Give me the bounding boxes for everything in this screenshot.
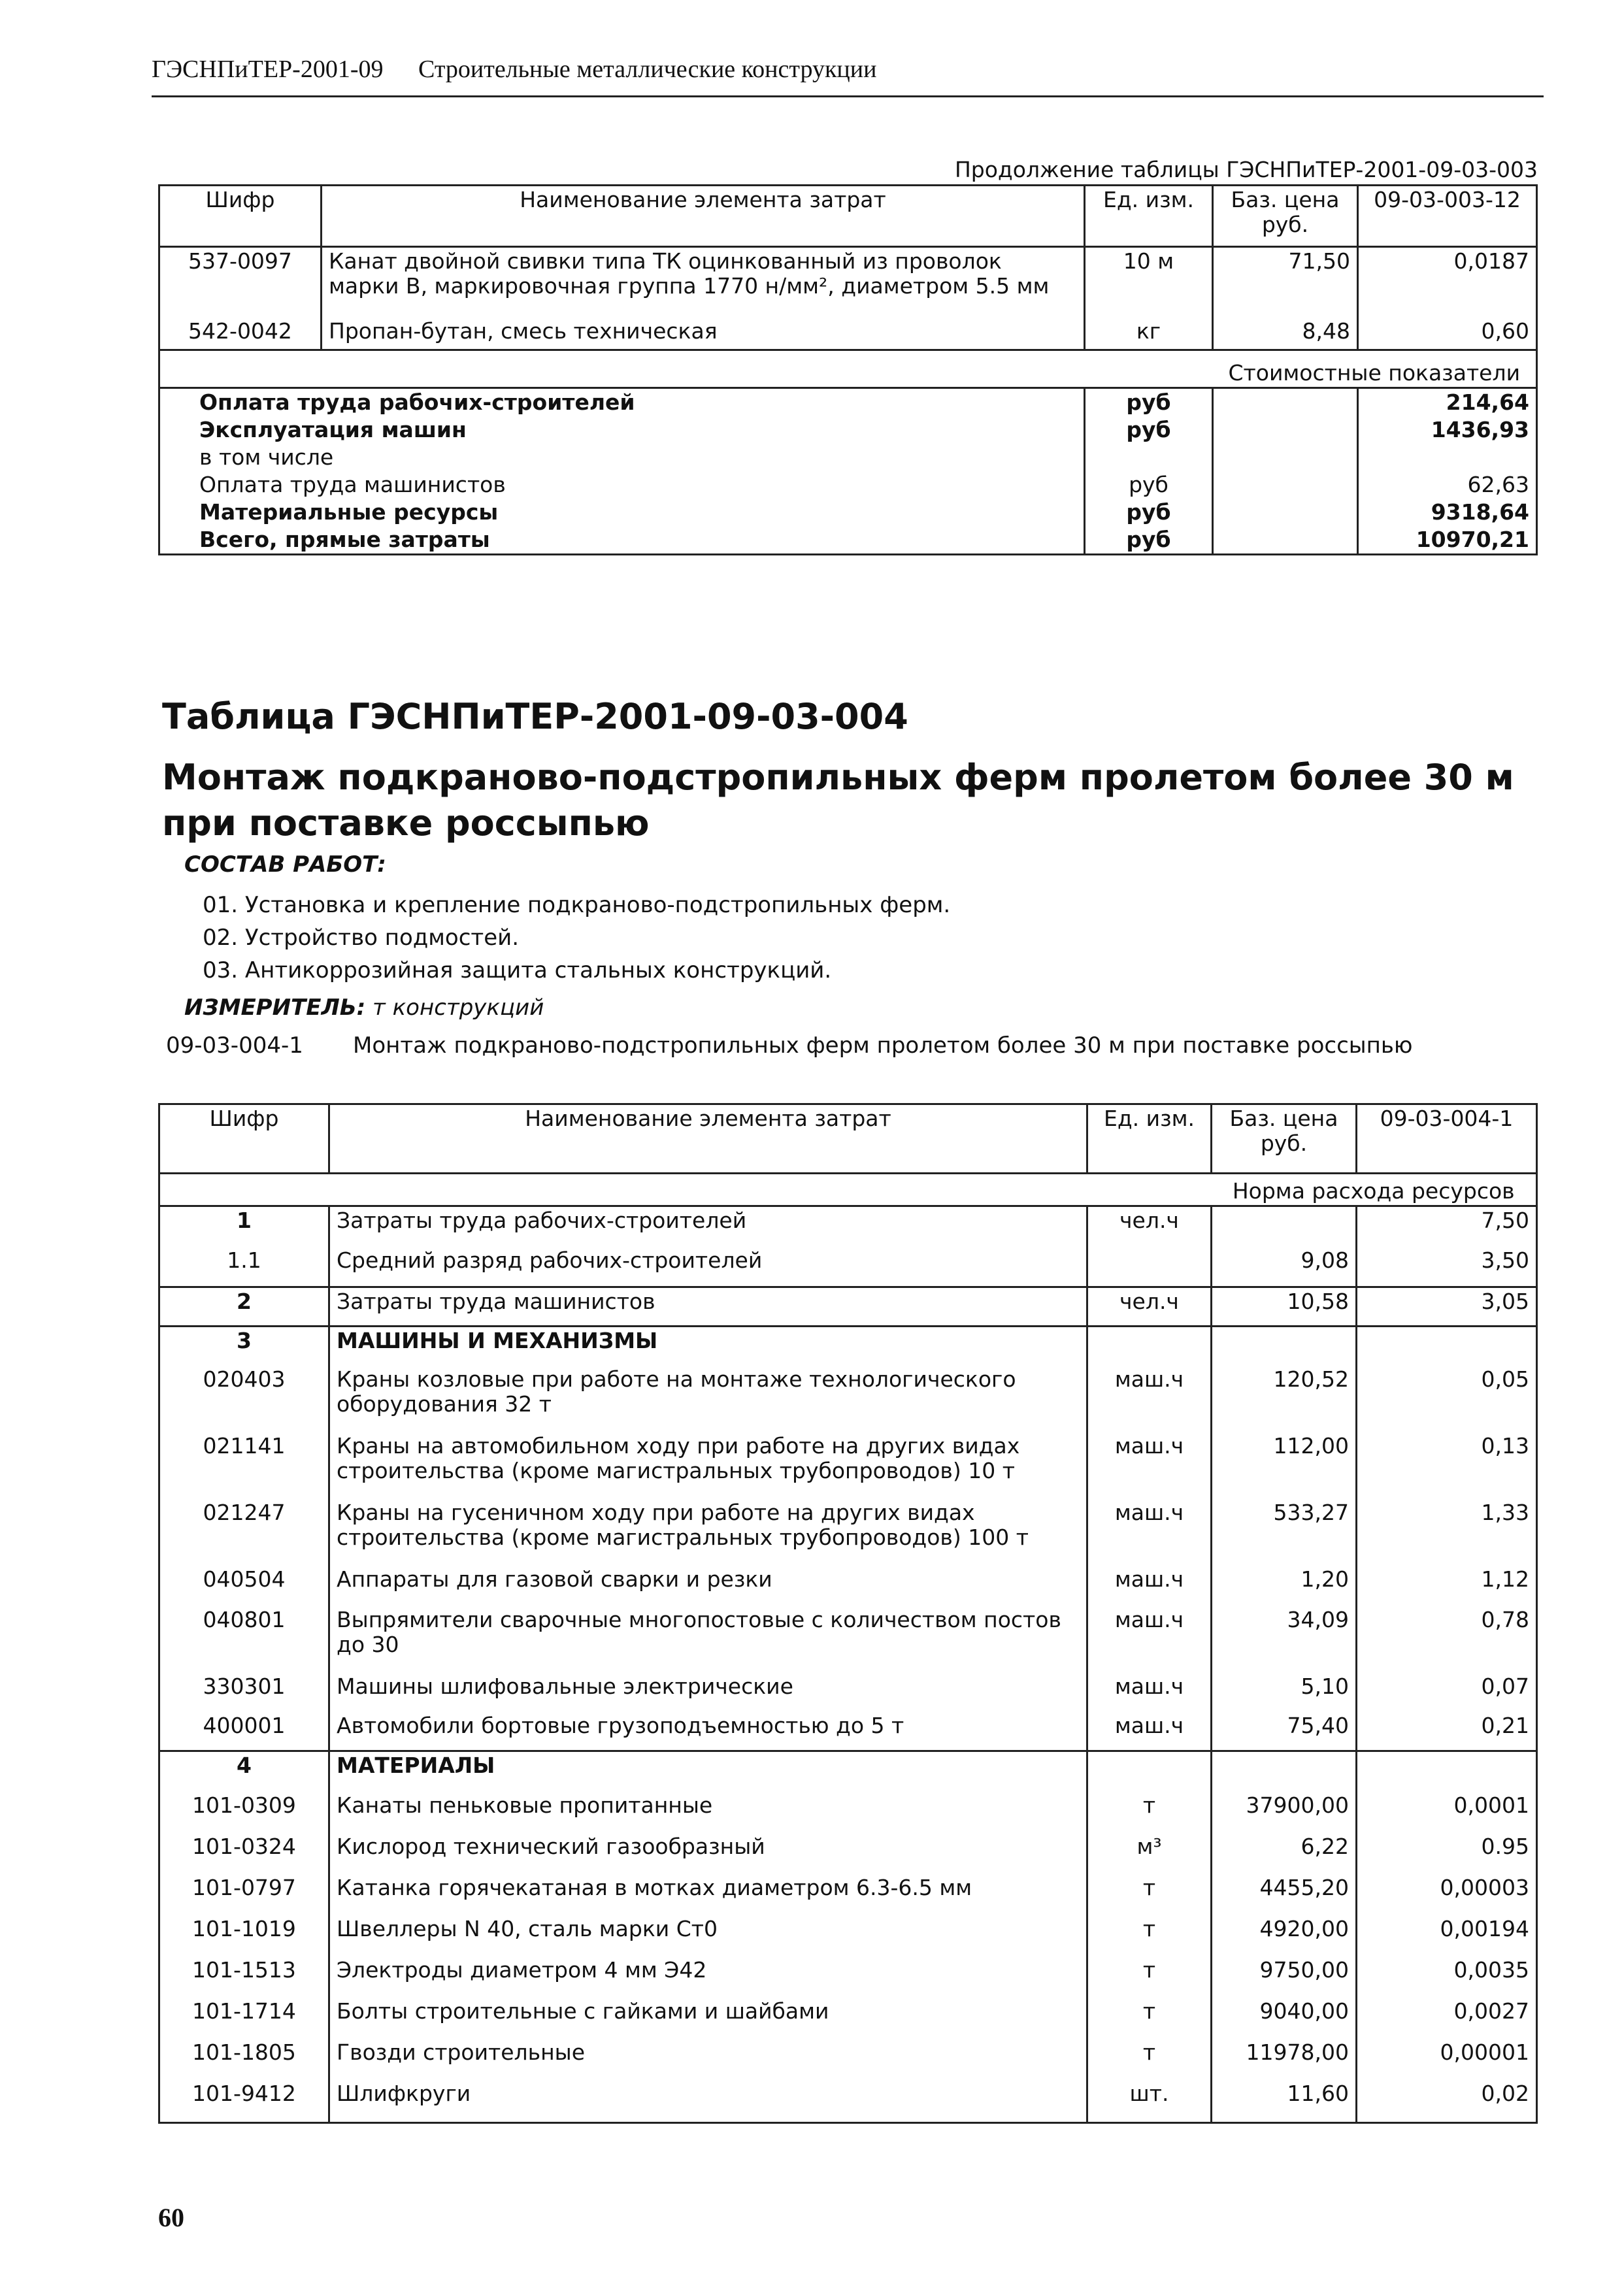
table-continuation [158,184,1538,555]
row-unit: маш.ч [1087,1566,1212,1606]
summary-value: 62,63 [1358,471,1537,499]
work-item: 03. Антикоррозийная защита стальных конструкций. [203,957,832,983]
row-norm: 0,60 [1358,318,1537,350]
group-labor [159,1206,1537,1287]
col-header-norm: 09-03-004-1 [1357,1104,1537,1174]
group-code: 4 [159,1751,329,1792]
row-price: 4455,20 [1212,1874,1357,1915]
row-price: 8,48 [1213,318,1358,350]
row-code: 400001 [159,1712,329,1751]
row-unit: т [1087,1956,1212,1998]
row-name: Швеллеры N 40, сталь марки Ст0 [329,1915,1087,1956]
row-unit: м³ [1087,1833,1212,1874]
row-norm: 1,33 [1357,1499,1537,1566]
row-code: 101-1019 [159,1915,329,1956]
row-price: 71,50 [1213,247,1358,318]
row-name: Канаты пеньковые пропитанные [329,1792,1087,1833]
row-norm: 0,78 [1357,1606,1537,1673]
item-name: Монтаж подкраново-подстропильных ферм пролетом более 30 м при поставке россыпью [353,1032,1413,1059]
row-unit: шт. [1087,2080,1212,2123]
works-heading: СОСТАВ РАБОТ: [184,851,386,878]
cost-section-label: Стоимостные показатели [1213,350,1537,388]
table-subtitle: Монтаж подкраново-подстропильных ферм пролетом более 30 м при поставке россыпью [162,757,1514,844]
row-name: Средний разряд рабочих-строителей [329,1247,1087,1287]
row-price: 11,60 [1212,2080,1357,2123]
group-code: 3 [159,1327,329,1366]
summary-label: Оплата труда рабочих-строителей [159,388,1085,417]
group-machines [159,1327,1537,1751]
col-header-unit: Ед. изм. [1085,186,1213,247]
row-name: Краны на гусеничном ходу при работе на других видах строительства (кроме магистральных трубопроводов) 100 т [329,1499,1087,1566]
summary-unit: руб [1085,388,1213,417]
row-price: 112,00 [1212,1432,1357,1499]
row-code: 040801 [159,1606,329,1673]
running-header [152,55,1544,97]
row-name: Катанка горячекатаная в мотках диаметром 6.3-6.5 мм [329,1874,1087,1915]
row-code: 542-0042 [159,318,322,350]
row-code: 040504 [159,1566,329,1606]
row-name: Гвозди строительные [329,2039,1087,2080]
row-price: 9,08 [1212,1247,1357,1287]
row-unit: маш.ч [1087,1673,1212,1712]
works-list [203,889,950,987]
row-norm: 0.95 [1357,1833,1537,1874]
row-price: 1,20 [1212,1566,1357,1606]
row-norm: 1,12 [1357,1566,1537,1606]
row-name: Затраты труда машинистов [329,1287,1087,1327]
row-code: 101-0309 [159,1792,329,1833]
row-norm: 3,05 [1357,1287,1537,1327]
row-name: Пропан-бутан, смесь техническая [322,318,1085,350]
row-code: 021141 [159,1432,329,1499]
summary-unit: руб [1085,471,1213,499]
work-item: 02. Устройство подмостей. [203,925,520,951]
summary-value: 9318,64 [1358,499,1537,526]
summary-value: 1436,93 [1358,416,1537,444]
group-operators [159,1287,1537,1327]
measure-label: ИЗМЕРИТЕЛЬ: [184,995,366,1021]
row-price: 533,27 [1212,1499,1357,1566]
row-code: 1.1 [159,1247,329,1287]
summary-label: Оплата труда машинистов [159,471,1085,499]
row-price: 4920,00 [1212,1915,1357,1956]
row-norm: 0,13 [1357,1432,1537,1499]
row-code: 101-0797 [159,1874,329,1915]
item-line [166,1032,1413,1059]
row-price: 34,09 [1212,1606,1357,1673]
summary-value: 214,64 [1358,388,1537,417]
summary-unit: руб [1085,499,1213,526]
col-header-name: Наименование элемента затрат [329,1104,1087,1174]
col-header-price: Баз. цена руб. [1212,1104,1357,1174]
summary-label: в том числе [159,444,1085,471]
row-code: 101-0324 [159,1833,329,1874]
row-name: Шлифкруги [329,2080,1087,2123]
row-unit [1087,1247,1212,1287]
row-norm: 0,0035 [1357,1956,1537,1998]
item-code: 09-03-004-1 [166,1032,303,1059]
row-norm: 0,00001 [1357,2039,1537,2080]
row-name: Краны козловые при работе на монтаже технологического оборудования 32 т [329,1366,1087,1432]
row-norm: 0,0001 [1357,1792,1537,1833]
header-title: Строительные металлические конструкции [418,56,877,83]
row-name: Выпрямители сварочные многопостовые с количеством постов до 30 [329,1606,1087,1673]
row-norm: 0,05 [1357,1366,1537,1432]
row-unit: чел.ч [1087,1287,1212,1327]
row-unit: т [1087,1792,1212,1833]
row-price [1212,1206,1357,1247]
row-code: 021247 [159,1499,329,1566]
norm-section-label: Норма расхода ресурсов [1212,1174,1537,1206]
summary-value: 10970,21 [1358,526,1537,555]
group-materials [159,1751,1537,2123]
row-code: 330301 [159,1673,329,1712]
row-code: 1 [159,1206,329,1247]
work-item: 01. Установка и крепление подкраново-подстропильных ферм. [203,892,951,918]
measure-line [184,995,544,1021]
row-unit: т [1087,1915,1212,1956]
summary-label: Всего, прямые затраты [159,526,1085,555]
row-price: 5,10 [1212,1673,1357,1712]
row-name: Краны на автомобильном ходу при работе на других видах строительства (кроме магистральных трубопроводов) 10 т [329,1432,1087,1499]
col-header-name: Наименование элемента затрат [322,186,1085,247]
row-price: 9040,00 [1212,1998,1357,2039]
summary-label: Эксплуатация машин [159,416,1085,444]
col-header-price: Баз. цена руб. [1213,186,1358,247]
measure-value: т конструкций [373,995,544,1021]
row-unit: т [1087,2039,1212,2080]
table-title: Таблица ГЭСНПиТЕР-2001-09-03-004 [162,696,908,737]
summary-label: Материальные ресурсы [159,499,1085,526]
row-name: Канат двойной свивки типа ТК оцинкованный из проволок марки В, маркировочная группа 1770 н/мм², диаметром 5.5 мм [322,247,1085,318]
row-norm: 0,21 [1357,1712,1537,1751]
table-resources [158,1103,1538,2124]
row-price: 11978,00 [1212,2039,1357,2080]
row-price: 75,40 [1212,1712,1357,1751]
row-code: 537-0097 [159,247,322,318]
summary-unit: руб [1085,416,1213,444]
row-code: 2 [159,1287,329,1327]
row-name: Кислород технический газообразный [329,1833,1087,1874]
row-code: 101-1714 [159,1998,329,2039]
row-unit: чел.ч [1087,1206,1212,1247]
row-name: Затраты труда рабочих-строителей [329,1206,1087,1247]
row-price: 37900,00 [1212,1792,1357,1833]
group-name: МАШИНЫ И МЕХАНИЗМЫ [329,1327,1087,1366]
row-price: 120,52 [1212,1366,1357,1432]
row-norm: 0,00194 [1357,1915,1537,1956]
row-price: 6,22 [1212,1833,1357,1874]
row-unit: 10 м [1085,247,1213,318]
row-price: 10,58 [1212,1287,1357,1327]
row-unit: маш.ч [1087,1499,1212,1566]
row-unit: т [1087,1874,1212,1915]
row-norm: 7,50 [1357,1206,1537,1247]
row-name: Машины шлифовальные электрические [329,1673,1087,1712]
table1-caption: Продолжение таблицы ГЭСНПиТЕР-2001-09-03-003 [954,157,1538,182]
row-unit: маш.ч [1087,1712,1212,1751]
row-name: Аппараты для газовой сварки и резки [329,1566,1087,1606]
row-norm: 0,00003 [1357,1874,1537,1915]
row-norm: 0,0187 [1358,247,1537,318]
col-header-norm: 09-03-003-12 [1358,186,1537,247]
page-number: 60 [158,2203,184,2232]
row-unit: маш.ч [1087,1606,1212,1673]
row-unit: маш.ч [1087,1366,1212,1432]
row-norm: 3,50 [1357,1247,1537,1287]
col-header-code: Шифр [159,186,322,247]
group-name: МАТЕРИАЛЫ [329,1751,1087,1792]
col-header-code: Шифр [159,1104,329,1174]
col-header-unit: Ед. изм. [1087,1104,1212,1174]
row-code: 101-1513 [159,1956,329,1998]
row-code: 101-1805 [159,2039,329,2080]
row-code: 101-9412 [159,2080,329,2123]
row-norm: 0,02 [1357,2080,1537,2123]
row-name: Болты строительные с гайками и шайбами [329,1998,1087,2039]
summary-unit: руб [1085,526,1213,555]
row-name: Электроды диаметром 4 мм Э42 [329,1956,1087,1998]
row-norm: 0,07 [1357,1673,1537,1712]
row-unit: маш.ч [1087,1432,1212,1499]
row-name: Автомобили бортовые грузоподъемностью до 5 т [329,1712,1087,1751]
row-unit: т [1087,1998,1212,2039]
row-unit: кг [1085,318,1213,350]
row-norm: 0,0027 [1357,1998,1537,2039]
header-code: ГЭСНПиТЕР-2001-09 [152,56,384,83]
row-code: 020403 [159,1366,329,1432]
row-price: 9750,00 [1212,1956,1357,1998]
